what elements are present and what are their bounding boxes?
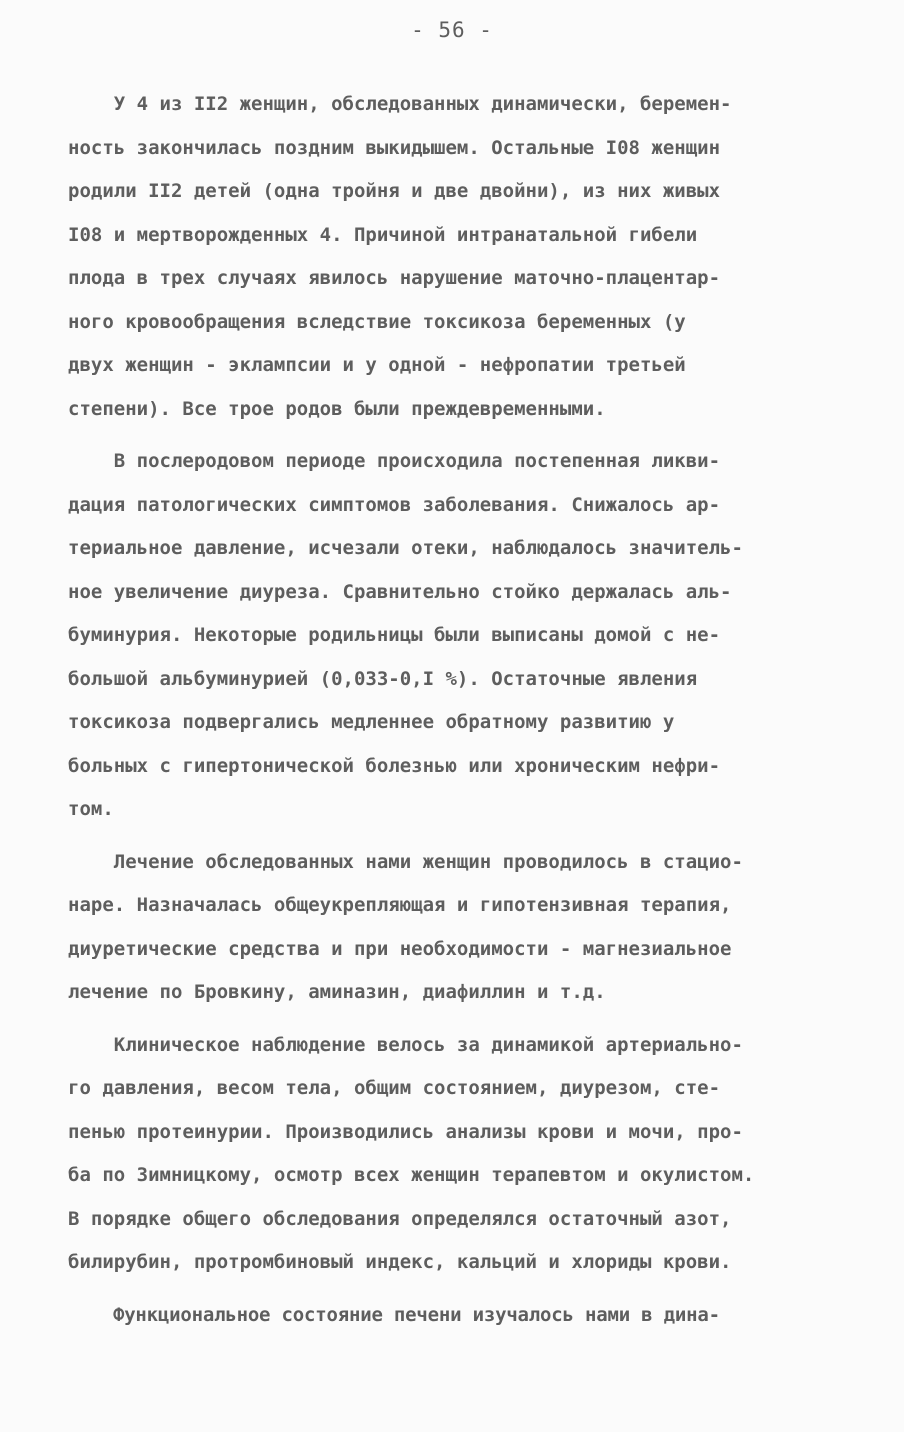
text-line: родили II2 детей (одна тройня и две двойни), из них живых [68, 180, 721, 202]
text-line: диуретические средства и при необходимости - магнезиальное [68, 937, 732, 960]
text-line: том. [68, 798, 114, 820]
text-line: больных с гипертонической болезнью или хроническим нефри- [68, 754, 721, 777]
body-text [68, 83, 828, 1337]
paragraph-gap [68, 1015, 828, 1024]
text-line: Лечение обследованных нами женщин проводилось в стацио- [68, 850, 743, 873]
paragraph-gap [68, 1285, 828, 1294]
text-line: У 4 из II2 женщин, обследованных динамически, беремен- [68, 93, 732, 115]
text-line: Функциональное состояние печени изучалось нами в дина- [68, 1303, 720, 1326]
text-line: ного кровообращения вследствие токсикоза беременных (у [68, 310, 686, 333]
paragraph-1 [68, 83, 828, 431]
paragraph-4 [68, 1024, 828, 1285]
paragraph-gap [68, 832, 828, 841]
page-number: - 56 - [411, 18, 493, 42]
text-line: В порядке общего обследования определялся остаточный азот, [68, 1207, 732, 1230]
text-line: степени). Все трое родов были преждевременными. [68, 397, 606, 420]
text-line: наре. Назначалась общеукрепляющая и гипотензивная терапия, [68, 894, 732, 916]
text-line: плода в трех случаях явилось нарушение маточно-плацентар- [68, 267, 721, 289]
paragraph-gap [68, 431, 828, 440]
text-line: большой альбуминурией (0,033-0,I %). Остаточные явления [68, 667, 698, 690]
text-line: ба по Зимницкому, осмотр всех женщин терапевтом и окулистом. [68, 1164, 755, 1186]
text-line: Клиническое наблюдение велось за динамикой артериально- [68, 1033, 743, 1056]
paragraph-5 [68, 1294, 828, 1338]
text-line: билирубин, протромбиновый индекс, кальций и хлориды крови. [68, 1251, 732, 1273]
text-line: двух женщин - эклампсии и у одной - нефропатии третьей [68, 354, 686, 376]
text-line: буминурия. Некоторые родильницы были выписаны домой с не- [68, 624, 721, 646]
text-line: пенью протеинурии. Производились анализы крови и мочи, про- [68, 1120, 743, 1143]
paragraph-3 [68, 841, 828, 1015]
text-line: ность закончилась поздним выкидышем. Остальные I08 женщин [68, 136, 721, 159]
text-line: ное увеличение диуреза. Сравнительно стойко держалась аль- [68, 580, 732, 603]
text-line: лечение по Бровкину, аминазин, диафиллин и т.д. [68, 981, 606, 1003]
text-line: го давления, весом тела, общим состоянием, диурезом, сте- [68, 1077, 721, 1099]
text-line: токсикоза подвергались медленнее обратному развитию у [68, 711, 675, 733]
text-line: дация патологических симптомов заболевания. Снижалось ар- [68, 493, 721, 516]
text-line: териальное давление, исчезали отеки, наблюдалось значитель- [68, 537, 743, 559]
paragraph-2 [68, 440, 828, 832]
text-line: В послеродовом периоде происходила постепенная ликви- [68, 450, 721, 472]
text-line: I08 и мертворожденных 4. Причиной интранатальной гибели [68, 223, 698, 246]
